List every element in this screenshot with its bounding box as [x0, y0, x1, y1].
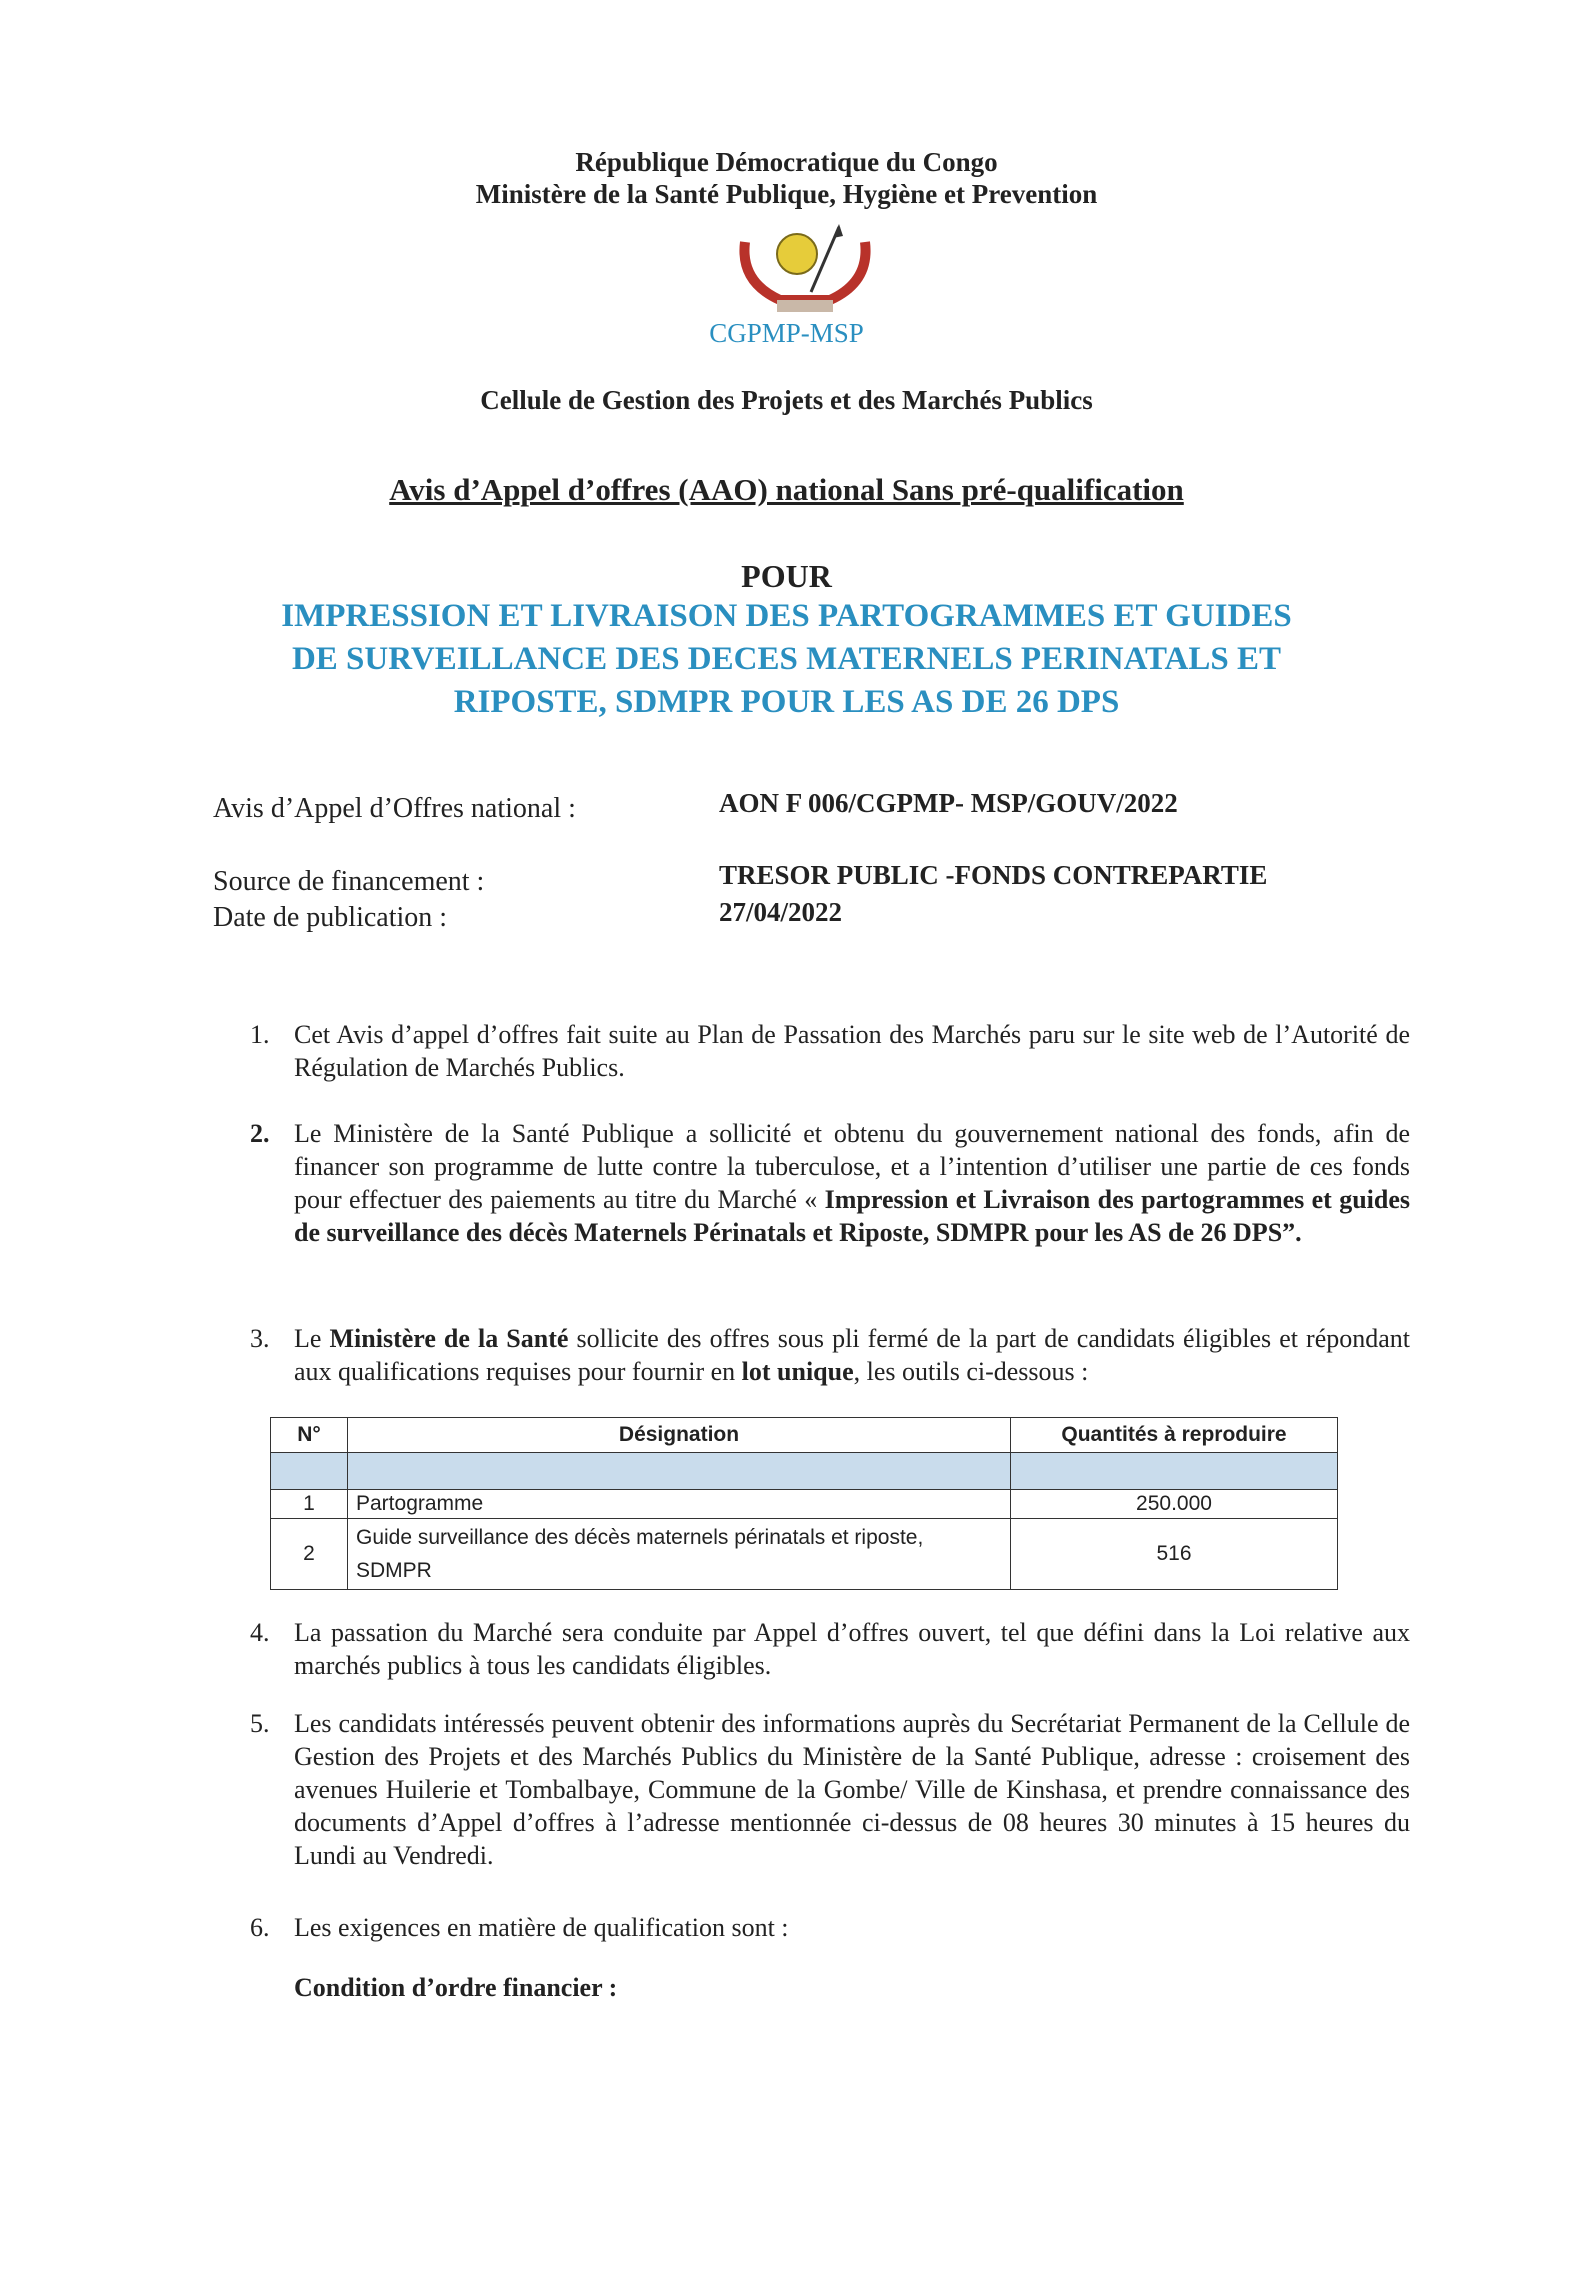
subject-title: [0, 595, 1573, 724]
list-item: 5. Les candidats intéressés peuvent obtenir des informations auprès du Secrétariat Permanent de la Cellule de Gestion des Projets et des Marchés Publics du Ministère de la Santé Publique, adresse : croisement des avenues Huilerie et Tombalbaye, Commune de la Gombe/ Ville de Kinshasa, et prendre connaissance des documents d’Appel d’offres à l’adresse mentionnée ci-dessus de 08 heures 30 minutes à 15 heures du Lundi au Vendredi.: [250, 1709, 1410, 1870]
emblem-label: CGPMP-MSP: [709, 318, 864, 348]
list-item: 6. Les exigences en matière de qualification sont : Condition d’ordre financier :: [250, 1911, 1410, 2004]
pour-label: POUR: [741, 558, 832, 594]
date-label: Date de publication :: [213, 902, 448, 933]
cell-name: Cellule de Gestion des Projets et des Marchés Publics: [480, 385, 1093, 415]
subject-line: DE SURVEILLANCE DES DECES MATERNELS PERINATALS ET: [291, 641, 1282, 677]
notice-title: Avis d’Appel d’offres (AAO) national Sans pré-qualification: [389, 472, 1184, 507]
avis-value: AON F 006/CGPMP- MSP/GOUV/2022: [719, 788, 1178, 818]
source-value: TRESOR PUBLIC -FONDS CONTREPARTIE: [719, 860, 1268, 890]
source-label: Source de financement :: [213, 866, 485, 897]
subject-line: IMPRESSION ET LIVRAISON DES PARTOGRAMMES ET GUIDES: [281, 598, 1292, 634]
ministry-name: Ministère de la Santé Publique, Hygiène et Prevention: [475, 179, 1098, 209]
list-item: 1. Cet Avis d’appel d’offres fait suite au Plan de Passation des Marchés paru sur le site web de l’Autorité de Régulation de Marchés Publics.: [250, 1020, 1410, 1082]
list-item: 3. Le Ministère de la Santé sollicite des offres sous pli fermé de la part de candidats éligibles et répondant aux qualifications requises pour fournir en lot unique, les outils ci-dessous :: [250, 1324, 1411, 1386]
subject-line: RIPOSTE, SDMPR POUR LES AS DE 26 DPS: [453, 684, 1120, 720]
col-quantity: Quantités à reproduire: [1011, 1418, 1338, 1453]
list-item: 4. La passation du Marché sera conduite par Appel d’offres ouvert, tel que défini dans la Loi relative aux marchés publics à tous les candidats éligibles.: [250, 1618, 1410, 1680]
avis-label: Avis d’Appel d’Offres national :: [213, 793, 576, 824]
table-header-row: [271, 1418, 1338, 1453]
tools-table: [270, 1417, 1338, 1590]
table-row: 1 Partogramme 250.000: [271, 1490, 1338, 1519]
financial-condition-heading: Condition d’ordre financier :: [294, 1973, 618, 2002]
col-designation: Désignation: [348, 1418, 1011, 1453]
table-row: 2 Guide surveillance des décès maternels périnatals et riposte, SDMPR 516: [271, 1519, 1338, 1590]
list-item: 2. Le Ministère de la Santé Publique a sollicité et obtenu du gouvernement national des fonds, afin de financer son programme de lutte contre la tuberculose, et a l’intention d’utiliser une partie de ces fonds pour effectuer des paiements au titre du Marché « Impression et Livraison des partogrammes et guides de surveillance des décès Maternels Périnatals et Riposte, SDMPR pour les AS de 26 DPS”.: [250, 1119, 1410, 1247]
date-value: 27/04/2022: [719, 897, 843, 927]
table-spacer-row: [271, 1453, 1338, 1490]
coat-of-arms-emblem: [735, 222, 875, 317]
col-number: N°: [271, 1418, 348, 1453]
country-name: République Démocratique du Congo: [575, 147, 998, 177]
